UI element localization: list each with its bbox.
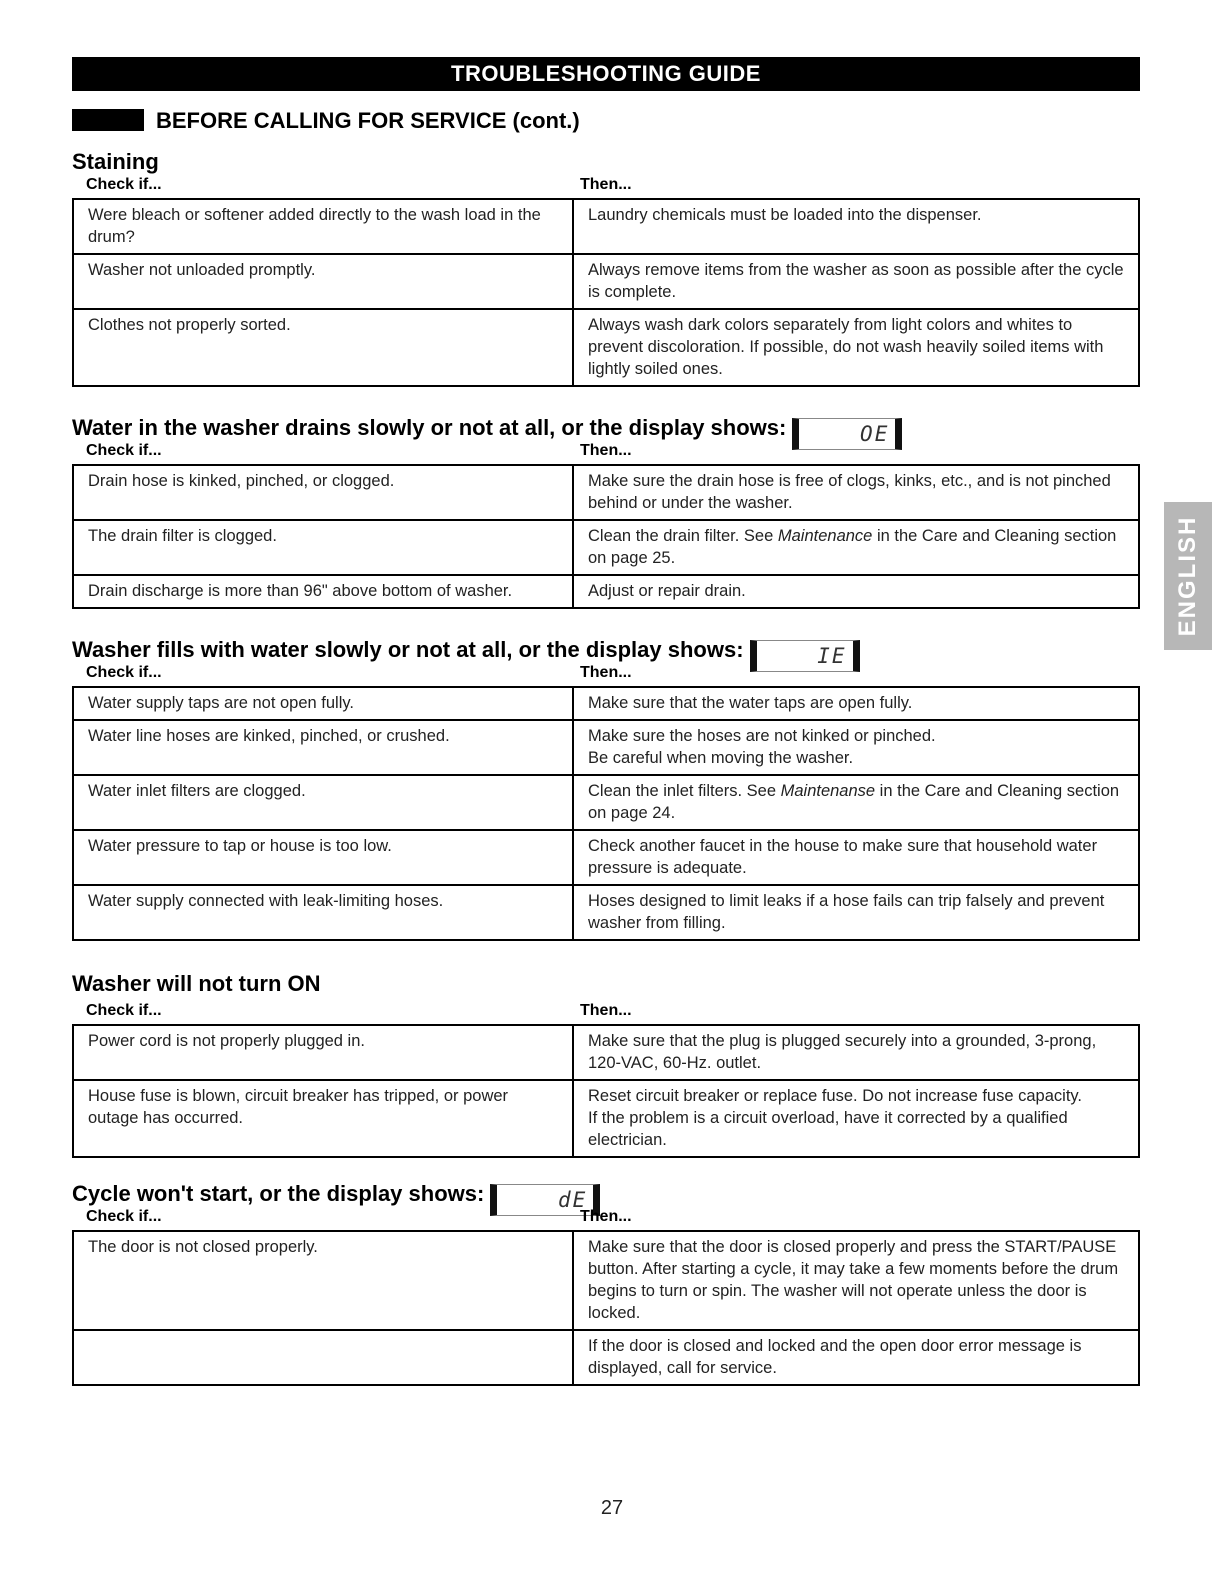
then-cell [573,520,1139,575]
column-headers [72,1208,1140,1230]
language-tab [1164,502,1212,650]
subheading-bar [72,109,144,131]
maintenance-ref: Maintenance [777,527,873,545]
check-header: Check if... [86,176,162,193]
check-cell: Drain discharge is more than 96" above bottom of washer. [73,575,573,608]
page-banner: TROUBLESHOOTING GUIDE [72,57,1140,91]
column-headers [72,664,1140,686]
table-row [73,720,1139,775]
page-number: 27 [600,1497,624,1519]
then-cell [573,775,1139,830]
then-cell: Make sure that the water taps are open fully. [573,687,1139,720]
table-row [73,1330,1139,1385]
table-row [73,885,1139,940]
display-code: IE [817,644,847,668]
drain-title [72,414,1140,446]
fill-title [72,636,1140,668]
then-cell: Make sure that the plug is plugged securely into a grounded, 3-prong, 120-VAC, 60-Hz. outlet. [573,1025,1139,1080]
table-row [73,309,1139,386]
check-header: Check if... [86,1208,162,1225]
check-cell: House fuse is blown, circuit breaker has tripped, or power outage has occurred. [73,1080,573,1157]
staining-section [72,148,1140,387]
then-cell: Make sure that the door is closed properly and press the START/PAUSE button. After starting a cycle, it may take a few moments before the drum begins to turn or spin. The washer will not operate unless the door is locked. [573,1231,1139,1330]
start-table [72,1230,1140,1386]
subheading-text: BEFORE CALLING FOR SERVICE (cont.) [156,108,580,133]
then-cell: Always wash dark colors separately from light colors and whites to prevent discoloration. If possible, do not wash heavily soiled items with lightly soiled ones. [573,309,1139,386]
then-text: Clean the inlet filters. See [588,782,781,800]
start-title [72,1180,1140,1212]
fill-title-text: Washer fills with water slowly or not at all, or the display shows: [72,637,744,662]
column-headers [72,1002,1140,1024]
column-headers [72,442,1140,464]
then-text: Reset circuit breaker or replace fuse. Do not increase fuse capacity. [588,1087,1083,1105]
start-title-text: Cycle won't start, or the display shows: [72,1181,485,1206]
table-row [73,830,1139,885]
staining-title: Staining [72,149,159,174]
language-tab-label: ENGLISH [1174,515,1201,637]
then-text: Be careful when moving the washer. [588,749,854,767]
table-row [73,1080,1139,1157]
staining-table [72,198,1140,387]
power-table [72,1024,1140,1158]
table-row [73,1025,1139,1080]
check-cell: Drain hose is kinked, pinched, or clogged. [73,465,573,520]
check-header: Check if... [86,664,162,681]
display-code: OE [860,422,890,446]
then-cell [573,720,1139,775]
check-cell: Clothes not properly sorted. [73,309,573,386]
then-header: Then... [580,442,632,459]
section-subheading [72,106,580,136]
then-header: Then... [580,1208,632,1225]
check-cell [73,1330,573,1385]
then-header: Then... [580,1002,632,1019]
start-section [72,1180,1140,1386]
check-cell: Water line hoses are kinked, pinched, or crushed. [73,720,573,775]
then-cell: Check another faucet in the house to make sure that household water pressure is adequate. [573,830,1139,885]
drain-section [72,414,1140,609]
check-cell: Were bleach or softener added directly to the wash load in the drum? [73,199,573,254]
check-cell: Water supply taps are not open fully. [73,687,573,720]
check-cell: Washer not unloaded promptly. [73,254,573,309]
drain-title-text: Water in the washer drains slowly or not at all, or the display shows: [72,415,787,440]
then-cell: Always remove items from the washer as soon as possible after the cycle is complete. [573,254,1139,309]
check-cell: Water pressure to tap or house is too low. [73,830,573,885]
then-cell: Hoses designed to limit leaks if a hose fails can trip falsely and prevent washer from filling. [573,885,1139,940]
then-text: in the Care and Cleaning section on page 24. [588,782,1120,822]
table-row [73,465,1139,520]
check-cell: Water supply connected with leak-limiting hoses. [73,885,573,940]
then-text: Clean the drain filter. See [588,527,778,545]
table-row [73,775,1139,830]
fill-section [72,636,1140,941]
table-row [73,575,1139,608]
power-section [72,970,1140,1158]
table-row [73,254,1139,309]
then-cell: Laundry chemicals must be loaded into the dispenser. [573,199,1139,254]
check-cell: The drain filter is clogged. [73,520,573,575]
check-header: Check if... [86,1002,162,1019]
then-text: in the Care and Cleaning section on page 25. [588,527,1117,567]
check-cell: Power cord is not properly plugged in. [73,1025,573,1080]
table-row [73,520,1139,575]
then-cell [573,1080,1139,1157]
display-code: dE [558,1188,588,1212]
check-header: Check if... [86,442,162,459]
table-row [73,1231,1139,1330]
then-cell: Make sure the drain hose is free of clogs, kinks, etc., and is not pinched behind or under the washer. [573,465,1139,520]
then-header: Then... [580,664,632,681]
column-headers [72,176,1140,198]
then-cell: Adjust or repair drain. [573,575,1139,608]
maintenance-ref: Maintenanse [780,782,876,800]
check-cell: Water inlet filters are clogged. [73,775,573,830]
table-row [73,199,1139,254]
drain-table [72,464,1140,609]
power-title: Washer will not turn ON [72,971,321,996]
check-cell: The door is not closed properly. [73,1231,573,1330]
fill-table [72,686,1140,941]
then-text: Make sure the hoses are not kinked or pinched. [588,727,936,745]
then-cell: If the door is closed and locked and the open door error message is displayed, call for service. [573,1330,1139,1385]
then-header: Then... [580,176,632,193]
table-row [73,687,1139,720]
then-text: If the problem is a circuit overload, have it corrected by a qualified electrician. [588,1109,1068,1149]
